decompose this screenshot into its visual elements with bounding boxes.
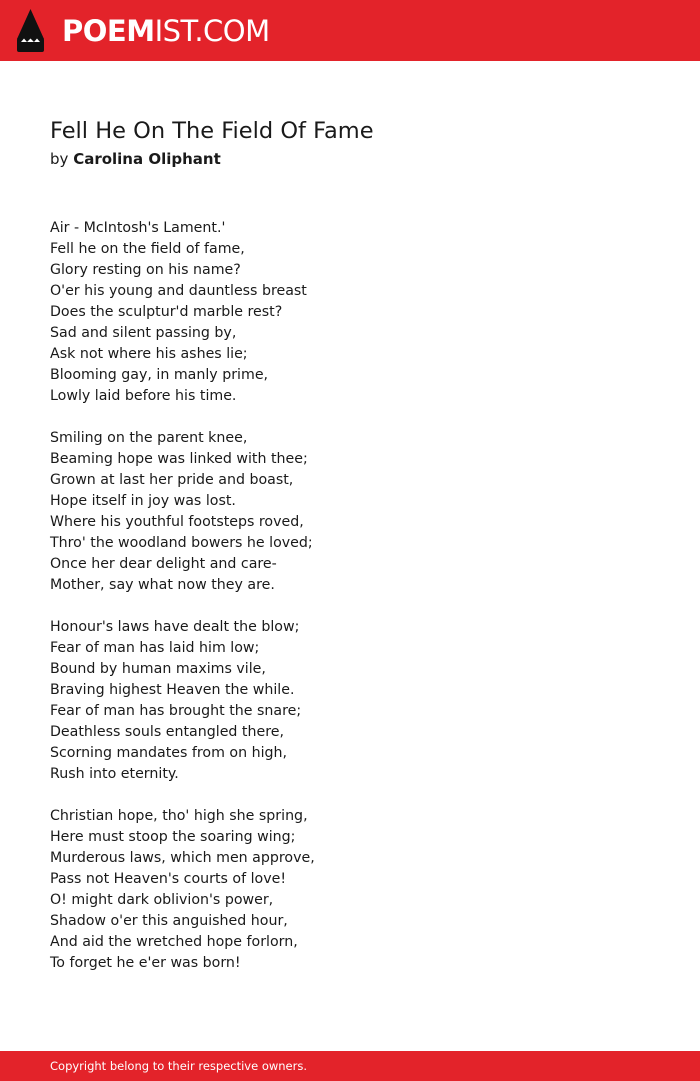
poem-line: Grown at last her pride and boast, [50, 472, 294, 488]
poem-line: Rush into eternity. [50, 766, 179, 782]
poem-line: Deathless souls entangled there, [50, 724, 284, 740]
poem-body [50, 218, 650, 974]
poem-line: To forget he e'er was born! [50, 955, 241, 971]
poem-line: Blooming gay, in manly prime, [50, 367, 269, 383]
poem-line: Where his youthful footsteps roved, [50, 514, 304, 530]
poem-line: Bound by human maxims vile, [50, 661, 266, 677]
poem-stanza [50, 617, 650, 785]
poem-line: Does the sculptur'd marble rest? [50, 304, 283, 320]
logo-text-bold: POEM [62, 14, 155, 48]
by-label: by [50, 150, 69, 168]
stanza-break [50, 596, 650, 617]
poem-line: Lowly laid before his time. [50, 388, 237, 404]
site-footer [0, 1051, 700, 1081]
stanza-break [50, 785, 650, 806]
poem-stanza [50, 428, 650, 596]
poem-line: Scorning mandates from on high, [50, 745, 288, 761]
poem-line: Smiling on the parent knee, [50, 430, 248, 446]
poem-line: Hope itself in joy was lost. [50, 493, 236, 509]
site-logo[interactable] [62, 13, 270, 49]
poem-line: Mother, say what now they are. [50, 577, 275, 593]
byline [50, 148, 221, 170]
poem-line: Air - McIntosh's Lament.' [50, 220, 226, 236]
poem-stanza [50, 806, 650, 974]
pencil-icon[interactable] [17, 9, 44, 52]
poem-title: Fell He On The Field Of Fame [50, 118, 374, 144]
poem-line: Ask not where his ashes lie; [50, 346, 248, 362]
poem-line: Glory resting on his name? [50, 262, 241, 278]
logo-text-light: IST.COM [154, 14, 270, 48]
poem-line: O! might dark oblivion's power, [50, 892, 274, 908]
poem-line: O'er his young and dauntless breast [50, 283, 307, 299]
poem-line: Christian hope, tho' high she spring, [50, 808, 308, 824]
copyright-notice: Copyright belong to their respective owners. [50, 1059, 308, 1073]
poem-line: Fell he on the field of fame, [50, 241, 245, 257]
poem-line: Pass not Heaven's courts of love! [50, 871, 287, 887]
stanza-break [50, 407, 650, 428]
poem-stanza [50, 218, 650, 407]
poem-line: And aid the wretched hope forlorn, [50, 934, 298, 950]
poem-line: Honour's laws have dealt the blow; [50, 619, 300, 635]
poem-line: Fear of man has brought the snare; [50, 703, 302, 719]
site-header [0, 0, 700, 61]
poem-line: Murderous laws, which men approve, [50, 850, 315, 866]
poem-author: Carolina Oliphant [73, 150, 221, 168]
poem-line: Beaming hope was linked with thee; [50, 451, 308, 467]
poem-line: Thro' the woodland bowers he loved; [50, 535, 313, 551]
poem-line: Here must stoop the soaring wing; [50, 829, 296, 845]
poem-line: Shadow o'er this anguished hour, [50, 913, 288, 929]
poem-line: Once her dear delight and care- [50, 556, 277, 572]
poem-line: Fear of man has laid him low; [50, 640, 260, 656]
poem-line: Sad and silent passing by, [50, 325, 237, 341]
poem-line: Braving highest Heaven the while. [50, 682, 295, 698]
